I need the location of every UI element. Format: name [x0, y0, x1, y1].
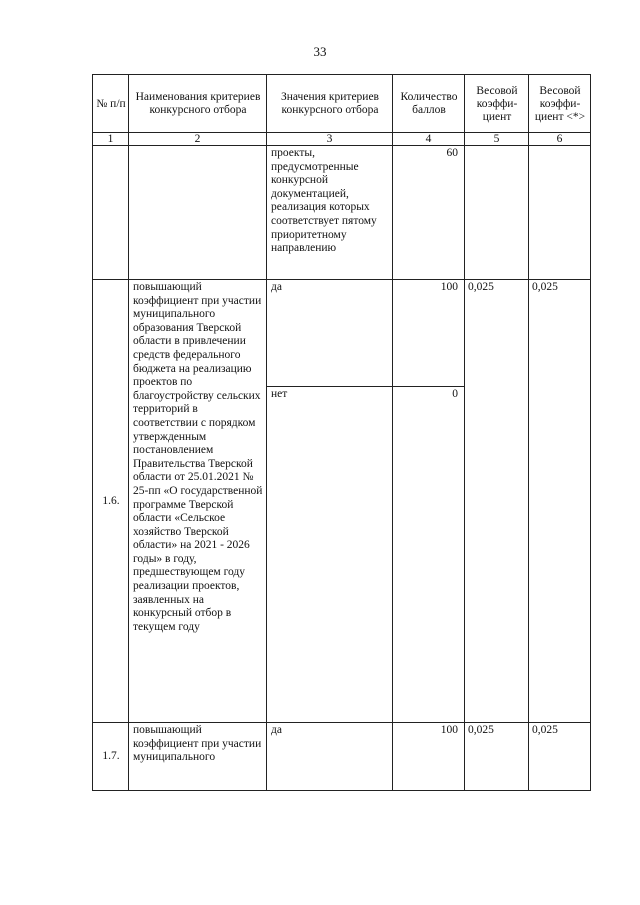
col-number: 4 — [393, 133, 465, 146]
col-number: 5 — [465, 133, 529, 146]
criteria-table — [92, 74, 591, 791]
cell-empty — [93, 146, 129, 280]
header-weight: Весовой коэффи-циент — [465, 75, 529, 133]
points-value: 100 — [393, 723, 465, 791]
col-number: 6 — [529, 133, 591, 146]
header-points: Количество баллов — [393, 75, 465, 133]
col-number: 3 — [267, 133, 393, 146]
criterion-name: повышающий коэффициент при участии муниципального образования Тверской области в привлечении средств федерального бюджета на реализацию проектов по благоустройству сельских территорий в соответствии с порядком утвержденным постановлением Правительства Тверской области от 25.01.2021 № 25-пп «О государственной программе Тверской области «Сельское хозяйство Тверской области» на 2021 - 2026 годы» в году, предшествующем году реализации проектов, заявленных на конкурсный отбор в текущем году — [129, 280, 267, 723]
col-number: 2 — [129, 133, 267, 146]
criterion-value: проекты, предусмотренные конкурсной документацией, реализация которых соответствует пятому приоритетному направлению — [267, 146, 393, 280]
col-number: 1 — [93, 133, 129, 146]
points-value: 0 — [393, 387, 465, 723]
row-number: 1.7. — [93, 723, 129, 791]
cell-empty — [529, 146, 591, 280]
row-number: 1.6. — [93, 280, 129, 723]
criterion-value: да — [267, 723, 393, 791]
table-row — [93, 280, 591, 387]
weight-value: 0,025 — [465, 723, 529, 791]
weight-value-2: 0,025 — [529, 280, 591, 723]
table-row — [93, 723, 591, 791]
weight-value-2: 0,025 — [529, 723, 591, 791]
cell-empty — [465, 146, 529, 280]
cell-empty — [129, 146, 267, 280]
column-number-row — [93, 133, 591, 146]
criterion-value: нет — [267, 387, 393, 723]
points-value: 60 — [393, 146, 465, 280]
points-value: 100 — [393, 280, 465, 387]
header-weight-2: Весовой коэффи-циент <*> — [529, 75, 591, 133]
criterion-value: да — [267, 280, 393, 387]
header-criteria-name: Наименования критериев конкурсного отбора — [129, 75, 267, 133]
header-row — [93, 75, 591, 133]
page-number: 33 — [313, 44, 327, 59]
criterion-name: повышающий коэффициент при участии муниципального — [129, 723, 267, 791]
table-row — [93, 146, 591, 280]
header-criteria-values: Значения критериев конкурсного отбора — [267, 75, 393, 133]
header-num: № п/п — [93, 75, 129, 133]
weight-value: 0,025 — [465, 280, 529, 723]
